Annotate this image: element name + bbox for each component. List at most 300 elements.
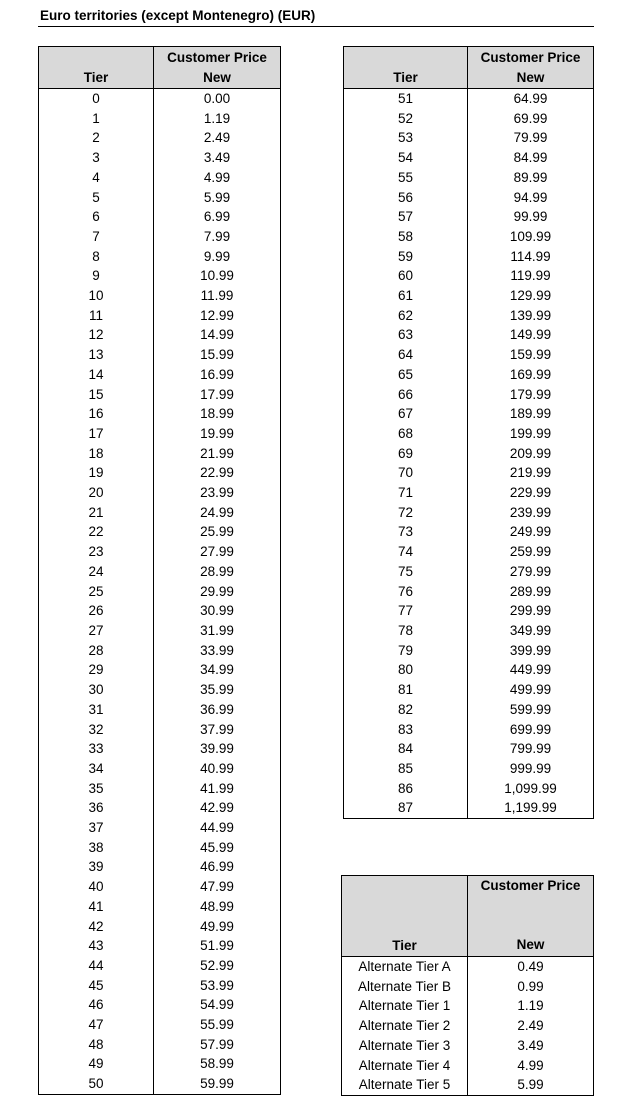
table-row [344,365,594,385]
table-row [344,660,594,680]
tier-cell: 46 [39,995,154,1015]
tier-cell: 37 [39,818,154,838]
table-row [39,522,281,542]
table-row [39,700,281,720]
price-cell: 799.99 [468,739,594,759]
tier-cell: 5 [39,188,154,208]
price-cell: 219.99 [468,463,594,483]
tier-cell: 79 [344,641,468,661]
table-row [39,739,281,759]
tier-cell: 77 [344,601,468,621]
price-cell: 4.99 [468,1056,594,1076]
table-row [344,562,594,582]
price-cell: 44.99 [154,818,281,838]
price-cell: 52.99 [154,956,281,976]
tier-cell: 83 [344,720,468,740]
tier-cell: 19 [39,463,154,483]
tier-cell: 44 [39,956,154,976]
price-cell: 279.99 [468,562,594,582]
table-row [344,247,594,267]
table-row [344,739,594,759]
table-row [344,720,594,740]
tier-cell: 56 [344,188,468,208]
tier-cell: 0 [39,89,154,109]
tier-cell: Alternate Tier B [342,977,468,997]
table-row [39,247,281,267]
price-cell: 48.99 [154,897,281,917]
price-cell: 99.99 [468,207,594,227]
tier-cell: 17 [39,424,154,444]
table-row [39,562,281,582]
tier-cell: 30 [39,680,154,700]
table-row [39,128,281,148]
table-row [344,779,594,799]
price-cell: 6.99 [154,207,281,227]
table-row [342,957,594,977]
table-row [39,759,281,779]
price-cell: 0.99 [468,977,594,997]
tier-cell: Alternate Tier A [342,957,468,977]
price-cell: 34.99 [154,660,281,680]
tier-cell: 76 [344,582,468,602]
table-row [39,503,281,523]
tier-cell: 39 [39,857,154,877]
table-row [344,148,594,168]
tier-cell: Alternate Tier 4 [342,1056,468,1076]
price-header-line2: New [516,937,545,952]
tier-cell: 87 [344,798,468,818]
table-row [39,306,281,326]
tier-cell: 60 [344,266,468,286]
table-row [39,621,281,641]
table-row [39,582,281,602]
tier-cell: 7 [39,227,154,247]
table-row [39,89,281,109]
tier-cell: 13 [39,345,154,365]
price-cell: 2.49 [154,128,281,148]
table-row [344,404,594,424]
price-cell: 349.99 [468,621,594,641]
tier-cell: 34 [39,759,154,779]
tier-cell: 42 [39,917,154,937]
price-cell: 399.99 [468,641,594,661]
price-cell: 1.19 [468,996,594,1016]
price-cell: 179.99 [468,385,594,405]
tier-cell: 47 [39,1015,154,1035]
price-header-line1: Customer Price [480,50,581,65]
tier-cell: Alternate Tier 5 [342,1075,468,1095]
tier-cell: 12 [39,325,154,345]
tier-cell: 18 [39,444,154,464]
table-row [344,582,594,602]
price-cell: 19.99 [154,424,281,444]
tier-cell: 72 [344,503,468,523]
tier-cell: 81 [344,680,468,700]
table-row [39,976,281,996]
price-cell: 21.99 [154,444,281,464]
tier-cell: 67 [344,404,468,424]
tier-cell: 62 [344,306,468,326]
table-row [342,1016,594,1036]
tier-cell: 20 [39,483,154,503]
table-row [39,680,281,700]
table-row [342,1075,594,1095]
title-underline [38,26,594,27]
tier-cell: 16 [39,404,154,424]
tier-cell: 26 [39,601,154,621]
price-cell: 84.99 [468,148,594,168]
tier-cell: 4 [39,168,154,188]
tier-cell: 40 [39,877,154,897]
tier-cell: 49 [39,1054,154,1074]
price-cell: 27.99 [154,542,281,562]
table-row [39,897,281,917]
tier-cell: 64 [344,345,468,365]
tier-cell: 24 [39,562,154,582]
table-row [344,798,594,818]
price-cell: 28.99 [154,562,281,582]
price-header-line2: New [203,70,231,85]
price-cell: 119.99 [468,266,594,286]
tier-cell: 25 [39,582,154,602]
price-cell: 10.99 [154,266,281,286]
price-cell: 40.99 [154,759,281,779]
price-cell: 79.99 [468,128,594,148]
price-cell: 189.99 [468,404,594,424]
table-row [39,660,281,680]
price-cell: 249.99 [468,522,594,542]
price-cell: 599.99 [468,700,594,720]
tier-cell: 6 [39,207,154,227]
tier-cell: 43 [39,936,154,956]
table-row [39,1074,281,1094]
table-row [39,148,281,168]
tier-cell: 73 [344,522,468,542]
table-row [39,542,281,562]
tier-cell: 45 [39,976,154,996]
price-cell: 1,199.99 [468,798,594,818]
tier-cell: 50 [39,1074,154,1094]
tier-cell: Alternate Tier 3 [342,1036,468,1056]
price-cell: 199.99 [468,424,594,444]
tier-cell: 51 [344,89,468,109]
price-cell: 29.99 [154,582,281,602]
table-row [39,266,281,286]
table-row [39,720,281,740]
table-row [39,207,281,227]
price-cell: 30.99 [154,601,281,621]
tier-cell: 32 [39,720,154,740]
table-row [39,641,281,661]
price-cell: 139.99 [468,306,594,326]
price-cell: 299.99 [468,601,594,621]
price-cell: 289.99 [468,582,594,602]
table-row [39,917,281,937]
price-cell: 45.99 [154,838,281,858]
price-cell: 239.99 [468,503,594,523]
tier-column-header: Tier [342,876,468,957]
price-cell: 35.99 [154,680,281,700]
price-cell: 54.99 [154,995,281,1015]
tier-cell: 28 [39,641,154,661]
price-cell: 109.99 [468,227,594,247]
price-cell: 58.99 [154,1054,281,1074]
price-cell: 18.99 [154,404,281,424]
table-row [344,207,594,227]
price-cell: 23.99 [154,483,281,503]
price-cell: 55.99 [154,1015,281,1035]
table-row [39,365,281,385]
price-header-line1: Customer Price [167,50,267,65]
tier-cell: 10 [39,286,154,306]
price-cell: 41.99 [154,779,281,799]
tier-cell: 78 [344,621,468,641]
table-row [344,424,594,444]
table-row [39,463,281,483]
table-row [344,621,594,641]
price-cell: 1.19 [154,109,281,129]
tier-cell: 35 [39,779,154,799]
price-cell: 5.99 [154,188,281,208]
tier-cell: 82 [344,700,468,720]
tier-column-header: Tier [39,47,154,89]
tier-cell: 36 [39,798,154,818]
table-row [39,345,281,365]
table-row [344,641,594,661]
price-cell: 449.99 [468,660,594,680]
price-cell: 14.99 [154,325,281,345]
tier-column-header: Tier [344,47,468,89]
price-cell: 129.99 [468,286,594,306]
table-row [39,168,281,188]
price-cell: 33.99 [154,641,281,661]
table-row [39,857,281,877]
table-row [39,838,281,858]
table-row [344,306,594,326]
tier-cell: 15 [39,385,154,405]
tier-cell: 1 [39,109,154,129]
tier-cell: 55 [344,168,468,188]
tier-cell: 14 [39,365,154,385]
table-row [39,779,281,799]
table-row [344,89,594,109]
table-row [344,700,594,720]
tier-cell: 59 [344,247,468,267]
tier-cell: 31 [39,700,154,720]
tier-cell: 8 [39,247,154,267]
table-row [344,168,594,188]
tier-cell: 54 [344,148,468,168]
table-row [344,503,594,523]
price-cell: 59.99 [154,1074,281,1094]
price-cell: 17.99 [154,385,281,405]
table-row [344,542,594,562]
table-row [344,680,594,700]
price-cell: 149.99 [468,325,594,345]
tier-cell: 38 [39,838,154,858]
tier-cell: 70 [344,463,468,483]
table-row [344,109,594,129]
table-row [39,1035,281,1055]
price-cell: 25.99 [154,522,281,542]
price-cell: 53.99 [154,976,281,996]
table-row [344,128,594,148]
table-row [344,483,594,503]
tier-cell: 53 [344,128,468,148]
tier-cell: 66 [344,385,468,405]
price-cell: 69.99 [468,109,594,129]
price-cell: 3.49 [154,148,281,168]
price-cell: 229.99 [468,483,594,503]
price-cell: 12.99 [154,306,281,326]
tier-cell: Alternate Tier 2 [342,1016,468,1036]
price-cell: 699.99 [468,720,594,740]
price-column-header [468,876,594,957]
table-row [342,1056,594,1076]
table-row [344,188,594,208]
tier-cell: 71 [344,483,468,503]
price-cell: 3.49 [468,1036,594,1056]
tier-cell: 23 [39,542,154,562]
price-cell: 169.99 [468,365,594,385]
price-cell: 11.99 [154,286,281,306]
tier-cell: 48 [39,1035,154,1055]
price-cell: 259.99 [468,542,594,562]
price-cell: 51.99 [154,936,281,956]
tier-cell: 85 [344,759,468,779]
tier-cell: 11 [39,306,154,326]
price-cell: 999.99 [468,759,594,779]
tier-cell: 3 [39,148,154,168]
table-row [344,522,594,542]
price-cell: 57.99 [154,1035,281,1055]
price-table-alternate-tiers [341,875,594,1096]
price-cell: 64.99 [468,89,594,109]
table-row [39,188,281,208]
tier-cell: 29 [39,660,154,680]
table-row [39,483,281,503]
price-cell: 209.99 [468,444,594,464]
price-cell: 36.99 [154,700,281,720]
price-cell: 46.99 [154,857,281,877]
table-row [344,463,594,483]
tier-cell: 57 [344,207,468,227]
price-cell: 37.99 [154,720,281,740]
tier-cell: 80 [344,660,468,680]
price-cell: 42.99 [154,798,281,818]
table-row [39,956,281,976]
table-row [39,424,281,444]
table-row [342,996,594,1016]
price-cell: 0.00 [154,89,281,109]
table-row [39,404,281,424]
table-row [39,444,281,464]
price-column-header [154,47,281,89]
price-cell: 4.99 [154,168,281,188]
table-row [342,1036,594,1056]
table-row [39,109,281,129]
table-row [344,325,594,345]
table-row [39,1054,281,1074]
table-row [344,286,594,306]
tier-cell: 58 [344,227,468,247]
tier-cell: 52 [344,109,468,129]
price-cell: 22.99 [154,463,281,483]
table-row [39,877,281,897]
price-header-line1: Customer Price [480,878,581,893]
table-row [39,286,281,306]
tier-cell: 74 [344,542,468,562]
table-row [39,385,281,405]
table-row [344,227,594,247]
price-cell: 7.99 [154,227,281,247]
price-cell: 94.99 [468,188,594,208]
price-cell: 24.99 [154,503,281,523]
table-row [39,1015,281,1035]
table-row [39,798,281,818]
table-row [342,977,594,997]
table-row [39,227,281,247]
price-cell: 16.99 [154,365,281,385]
table-row [344,385,594,405]
table-row [344,266,594,286]
tier-cell: 9 [39,266,154,286]
tier-cell: Alternate Tier 1 [342,996,468,1016]
table-row [344,759,594,779]
table-row [344,444,594,464]
price-cell: 9.99 [154,247,281,267]
price-cell: 15.99 [154,345,281,365]
tier-cell: 68 [344,424,468,444]
tier-cell: 63 [344,325,468,345]
table-row [39,818,281,838]
tier-cell: 2 [39,128,154,148]
tier-cell: 61 [344,286,468,306]
table-row [39,995,281,1015]
page-title: Euro territories (except Montenegro) (EUR) [40,8,316,23]
tier-cell: 75 [344,562,468,582]
tier-cell: 22 [39,522,154,542]
tier-cell: 27 [39,621,154,641]
table-row [344,601,594,621]
price-cell: 49.99 [154,917,281,937]
price-cell: 159.99 [468,345,594,365]
price-cell: 1,099.99 [468,779,594,799]
tier-cell: 84 [344,739,468,759]
price-cell: 0.49 [468,957,594,977]
table-row [39,325,281,345]
table-row [39,601,281,621]
tier-cell: 69 [344,444,468,464]
tier-cell: 86 [344,779,468,799]
price-cell: 2.49 [468,1016,594,1036]
tier-cell: 41 [39,897,154,917]
price-cell: 39.99 [154,739,281,759]
tier-cell: 33 [39,739,154,759]
price-cell: 499.99 [468,680,594,700]
price-table-tiers-0-50 [38,46,281,1095]
table-row [39,936,281,956]
tier-cell: 65 [344,365,468,385]
price-column-header [468,47,594,89]
tier-cell: 21 [39,503,154,523]
price-cell: 31.99 [154,621,281,641]
price-cell: 5.99 [468,1075,594,1095]
price-cell: 47.99 [154,877,281,897]
price-table-tiers-51-87 [343,46,594,819]
price-header-line2: New [516,70,545,85]
price-cell: 114.99 [468,247,594,267]
